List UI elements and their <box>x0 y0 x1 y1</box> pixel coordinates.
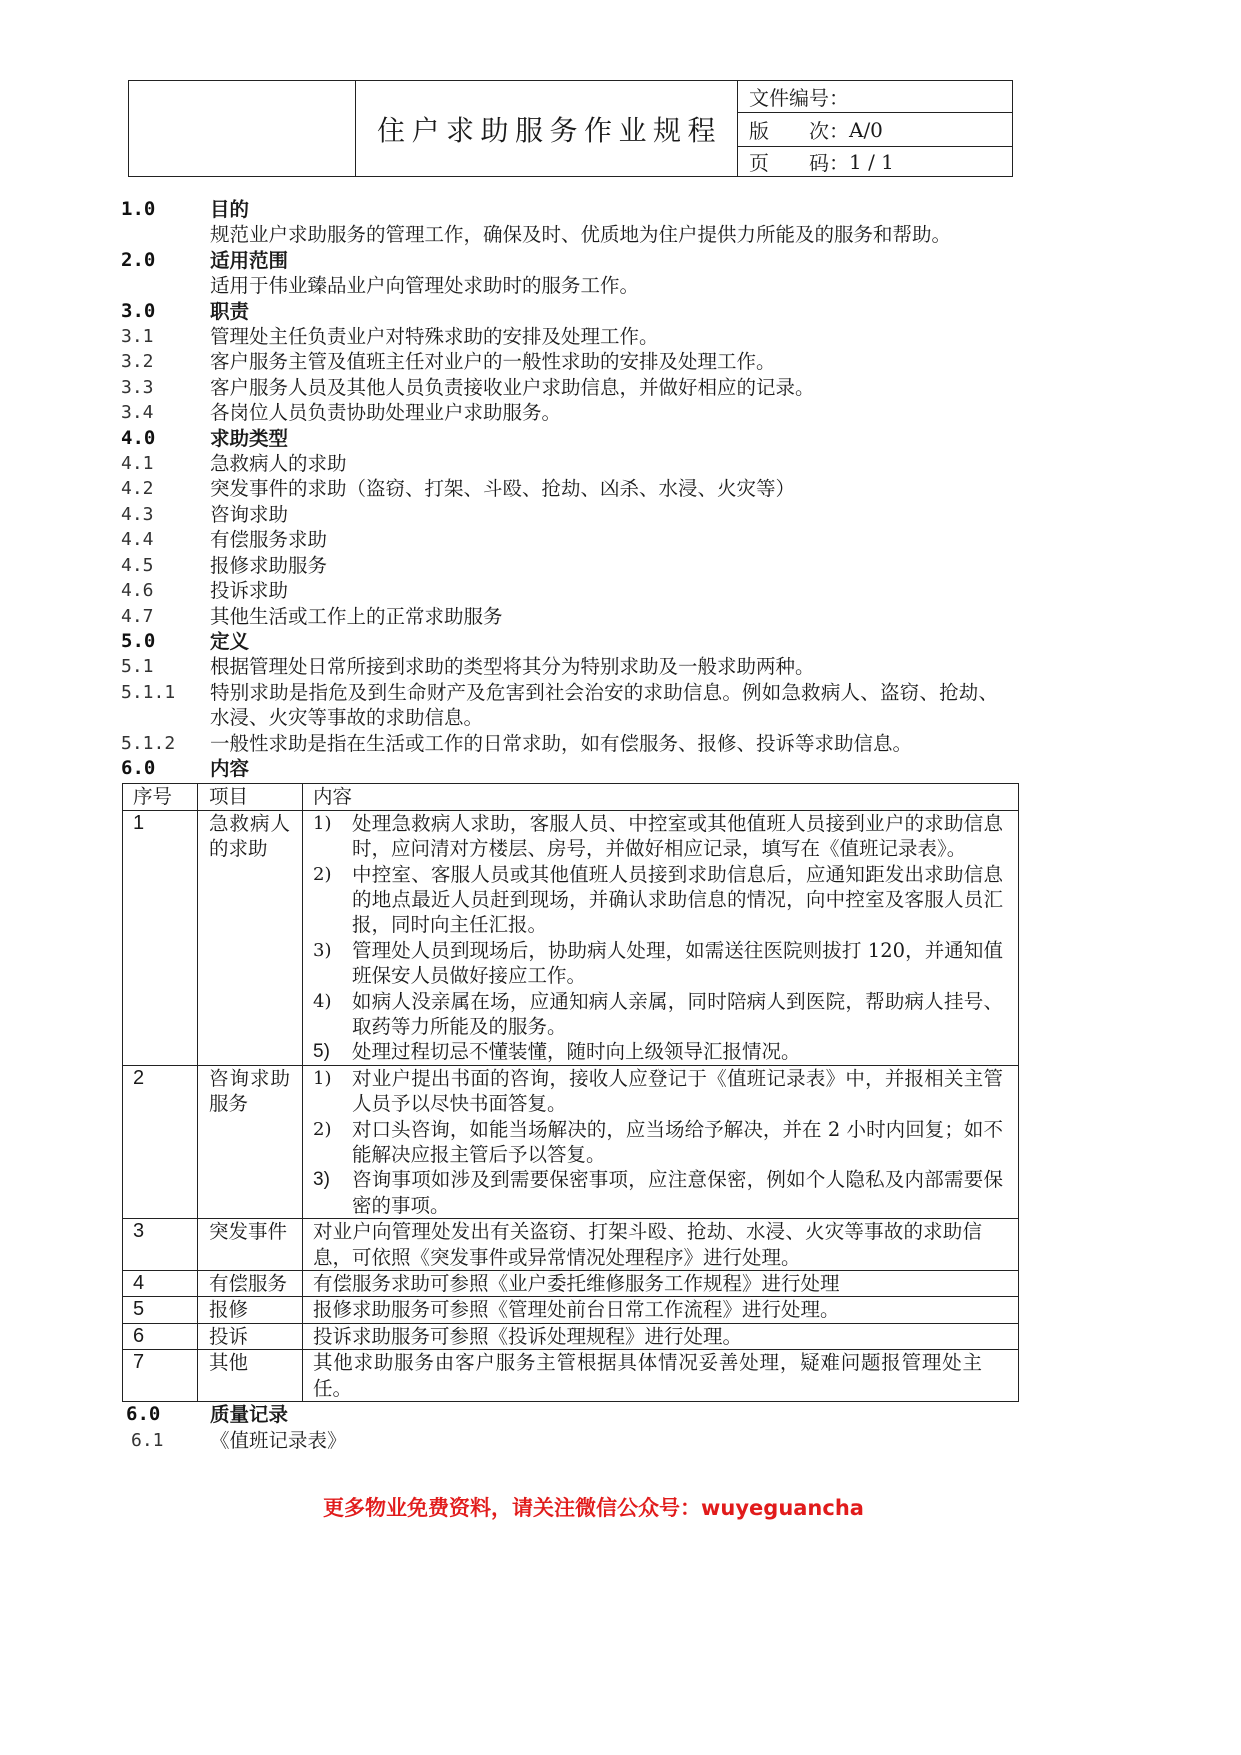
table-row <box>123 810 1019 1065</box>
clause-number: 4.2 <box>121 478 154 500</box>
clause <box>121 553 1018 578</box>
document-meta <box>738 81 1012 176</box>
step <box>313 1117 1003 1168</box>
step-label: 4) <box>313 990 332 1012</box>
column-header-number: 序号 <box>123 784 198 810</box>
clause-text: 《值班记录表》 <box>210 1428 347 1452</box>
clause-number: 4.5 <box>121 554 154 576</box>
clause-number: 4.3 <box>121 503 154 525</box>
clause-number: 3.2 <box>121 351 154 373</box>
section-heading <box>121 1402 1018 1427</box>
table-row <box>123 1271 1019 1297</box>
clause-number: 5.1.2 <box>121 732 176 754</box>
table-row <box>123 1297 1019 1323</box>
clause-number: 5.1.1 <box>121 681 176 703</box>
document-title: 住户求助服务作业规程 <box>356 81 738 176</box>
clause-text: 一般性求助是指在生活或工作的日常求助，如有偿服务、报修、投诉等求助信息。 <box>210 731 913 755</box>
table-row <box>123 1350 1019 1402</box>
table-row <box>123 1219 1019 1271</box>
row-number: 1 <box>123 810 198 1065</box>
section-paragraph <box>121 273 1018 298</box>
row-item: 突发事件 <box>198 1219 303 1271</box>
clause-number: 6.1 <box>131 1429 164 1451</box>
row-content <box>303 810 1019 1065</box>
clause-number: 3.3 <box>121 376 154 398</box>
row-content <box>303 1065 1019 1218</box>
step-text: 对业户提出书面的咨询，接收人应登记于《值班记录表》中，并报相关主管人员予以尽快书面答复。 <box>352 1066 1003 1116</box>
clause-text: 客户服务人员及其他人员负责接收业户求助信息，并做好相应的记录。 <box>210 375 815 399</box>
section-title: 定义 <box>210 629 250 653</box>
section-text: 适用于伟业臻品业户向管理处求助时的服务工作。 <box>210 274 640 298</box>
clause <box>121 731 1018 756</box>
step-text: 咨询事项如涉及到需要保密事项，应注意保密，例如个人隐私及内部需要保密的事项。 <box>352 1168 1003 1217</box>
section-title: 目的 <box>210 198 250 221</box>
step-text: 对口头咨询，如能当场解决的，应当场给予解决，并在 2 小时内回复；如不能解决应报主管后予以答复。 <box>352 1117 1003 1167</box>
step-text: 中控室、客服人员或其他值班人员接到求助信息后，应通知距发出求助信息的地点最近人员赶到现场，并确认求助信息的情况，向中控室及客服人员汇报，同时向主任汇报。 <box>352 862 1003 937</box>
step-label: 1) <box>313 812 332 834</box>
clause-text: 各岗位人员负责协助处理业户求助服务。 <box>210 401 562 425</box>
clause-number: 3.1 <box>121 326 154 348</box>
row-item: 急救病人的求助 <box>198 810 303 1065</box>
step-text: 如病人没亲属在场，应通知病人亲属，同时陪病人到医院，帮助病人挂号、取药等力所能及的服务。 <box>352 989 1003 1038</box>
row-number: 2 <box>123 1065 198 1218</box>
clause-text: 投诉求助 <box>210 579 289 603</box>
section-number: 6.0 <box>121 756 156 779</box>
clause-number: 4.4 <box>121 529 154 551</box>
clause-text: 急救病人的求助 <box>210 452 347 476</box>
clause <box>121 1428 1018 1453</box>
section-number: 6.0 <box>126 1403 161 1426</box>
clause <box>121 502 1018 527</box>
section-heading <box>121 197 1018 222</box>
step-label: 2) <box>313 1118 332 1140</box>
clause <box>121 527 1018 552</box>
step <box>313 862 1003 938</box>
version-row <box>738 113 1012 147</box>
footer-note: 更多物业免费资料，请关注微信公众号：wuyeguancha <box>323 1496 864 1520</box>
clause-text: 突发事件的求助（盗窃、打架、斗殴、抢劫、凶杀、水浸、火灾等） <box>210 477 796 501</box>
clause-text: 管理处主任负责业户对特殊求助的安排及处理工作。 <box>210 325 659 349</box>
row-number: 4 <box>123 1271 198 1297</box>
section-number: 5.0 <box>121 629 156 652</box>
row-item: 投诉 <box>198 1323 303 1349</box>
clause-text: 根据管理处日常所接到求助的类型将其分为特别求助及一般求助两种。 <box>210 655 815 679</box>
page-label: 页 码： <box>749 151 849 175</box>
step <box>313 938 1003 989</box>
clause-text: 客户服务主管及值班主任对业户的一般性求助的安排及处理工作。 <box>210 350 776 374</box>
step-label: 3) <box>313 1169 330 1191</box>
document-header-table <box>128 80 1013 177</box>
logo-cell <box>129 81 356 176</box>
section-title: 职责 <box>210 299 250 323</box>
clause <box>121 680 1018 731</box>
row-item: 有偿服务 <box>198 1271 303 1297</box>
row-item: 其他 <box>198 1350 303 1402</box>
step-text: 处理过程切忌不懂装懂，随时向上级领导汇报情况。 <box>352 1040 801 1064</box>
section-paragraph <box>121 222 1018 247</box>
step <box>313 811 1003 862</box>
row-item: 咨询求助服务 <box>198 1065 303 1218</box>
step-label: 2) <box>313 863 332 885</box>
section-heading <box>121 426 1018 451</box>
clause <box>121 349 1018 374</box>
section-text: 规范业户求助服务的管理工作，确保及时、优质地为住户提供力所能及的服务和帮助。 <box>210 223 952 247</box>
table-row <box>123 1065 1019 1218</box>
step <box>313 989 1003 1040</box>
page-row <box>738 147 1012 176</box>
step-text: 处理急救病人求助，客服人员、中控室或其他值班人员接到业户的求助信息时，应问清对方楼层、房号，并做好相应记录，填写在《值班记录表》。 <box>352 811 1003 861</box>
section-heading <box>121 248 1018 273</box>
row-number: 7 <box>123 1350 198 1402</box>
step <box>313 1066 1003 1117</box>
column-header-item: 项目 <box>198 784 303 810</box>
step-label: 3) <box>313 939 332 961</box>
section-number: 1.0 <box>121 198 156 220</box>
page-value: 1 / 1 <box>849 149 894 174</box>
row-content: 对业户向管理处发出有关盗窃、打架斗殴、抢劫、水浸、火灾等事故的求助信息，可依照《突发事件或异常情况处理程序》进行处理。 <box>303 1219 1019 1271</box>
section-number: 3.0 <box>121 299 156 322</box>
row-number: 5 <box>123 1297 198 1323</box>
clause-number: 3.4 <box>121 402 154 424</box>
clause <box>121 604 1018 629</box>
clause-text: 报修求助服务 <box>210 553 328 577</box>
section-title: 适用范围 <box>210 248 289 272</box>
row-number: 6 <box>123 1323 198 1349</box>
document-body <box>121 197 1018 1453</box>
doc-number-row <box>738 81 1012 113</box>
clause-text: 其他生活或工作上的正常求助服务 <box>210 604 503 628</box>
row-number: 3 <box>123 1219 198 1271</box>
row-content: 其他求助服务由客户服务主管根据具体情况妥善处理，疑难问题报管理处主任。 <box>303 1350 1019 1402</box>
step-text: 管理处人员到现场后，协助病人处理，如需送往医院则拔打 120，并通知值班保安人员做好接应工作。 <box>352 938 1003 988</box>
clause-text: 咨询求助 <box>210 502 289 526</box>
version-label: 版 次： <box>749 119 849 143</box>
procedure-table <box>122 783 1019 1402</box>
step <box>313 1167 1003 1218</box>
clause <box>121 578 1018 603</box>
clause <box>121 375 1018 400</box>
row-content: 投诉求助服务可参照《投诉处理规程》进行处理。 <box>303 1323 1019 1349</box>
clause-number: 4.6 <box>121 580 154 602</box>
step <box>313 1039 1003 1064</box>
row-item: 报修 <box>198 1297 303 1323</box>
section-title: 内容 <box>210 756 250 780</box>
table-header-row <box>123 784 1019 810</box>
section-number: 4.0 <box>121 426 156 449</box>
row-content: 报修求助服务可参照《管理处前台日常工作流程》进行处理。 <box>303 1297 1019 1323</box>
clause-text: 特别求助是指危及到生命财产及危害到社会治安的求助信息。例如急救病人、盗窃、抢劫、水浸、火灾等事故的求助信息。 <box>210 680 998 730</box>
clause-number: 5.1 <box>121 656 154 678</box>
clause-number: 4.7 <box>121 605 154 627</box>
version-value: A/0 <box>849 117 883 142</box>
table-row <box>123 1323 1019 1349</box>
clause <box>121 400 1018 425</box>
doc-number-label: 文件编号： <box>749 86 849 110</box>
section-title: 质量记录 <box>210 1403 289 1427</box>
column-header-content: 内容 <box>303 784 1019 810</box>
clause-text: 有偿服务求助 <box>210 528 328 552</box>
clause <box>121 451 1018 476</box>
clause <box>121 476 1018 501</box>
step-label: 5) <box>313 1041 330 1063</box>
section-heading <box>121 629 1018 654</box>
clause <box>121 324 1018 349</box>
section-number: 2.0 <box>121 248 156 271</box>
step-label: 1) <box>313 1067 332 1089</box>
section-heading <box>121 756 1018 781</box>
section-title: 求助类型 <box>210 426 289 450</box>
clause <box>121 654 1018 679</box>
clause-number: 4.1 <box>121 453 154 475</box>
row-content: 有偿服务求助可参照《业户委托维修服务工作规程》进行处理 <box>303 1271 1019 1297</box>
section-heading <box>121 299 1018 324</box>
